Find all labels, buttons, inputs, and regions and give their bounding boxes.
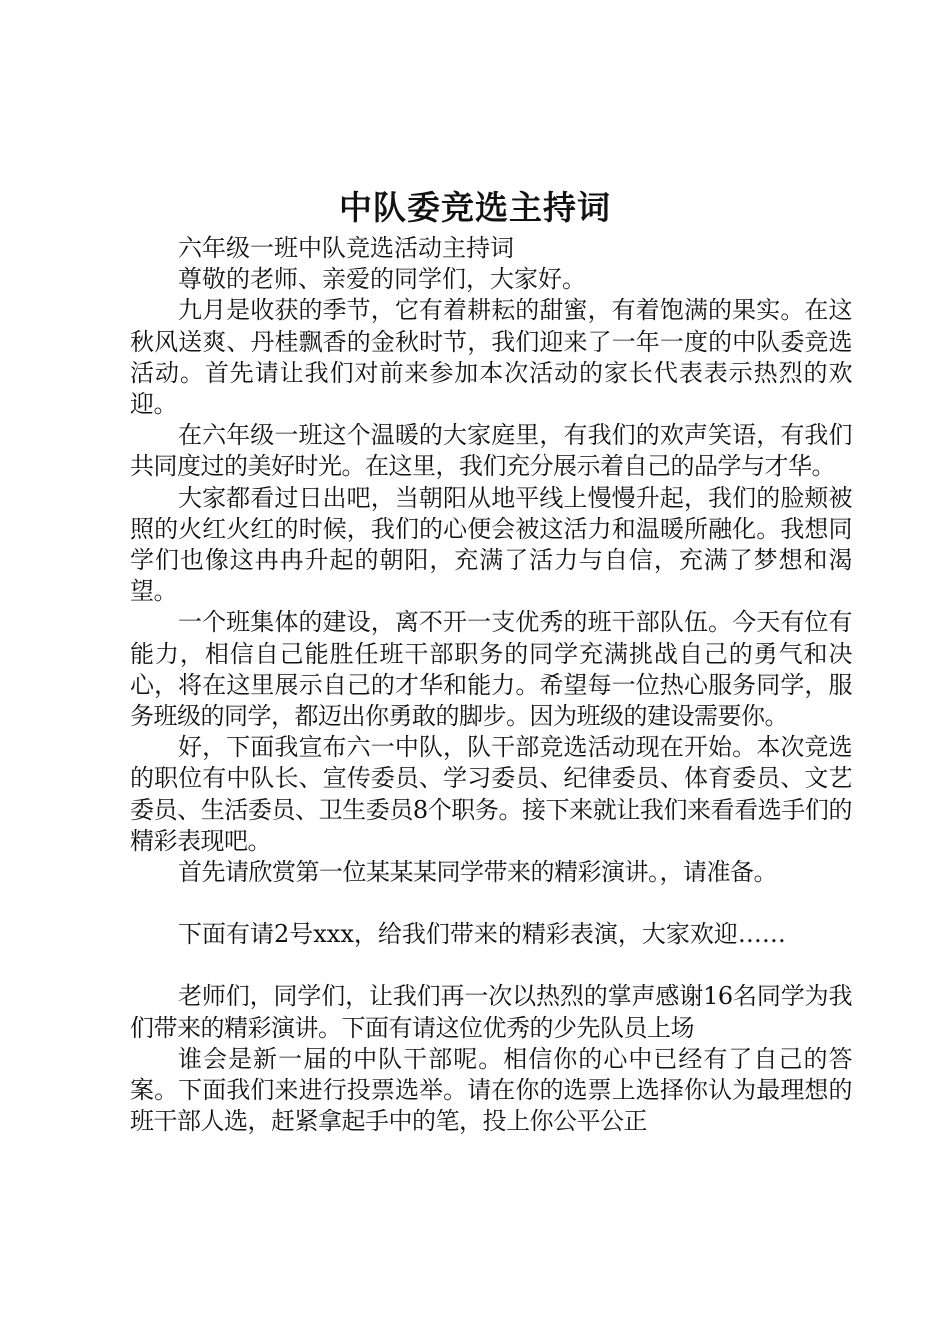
paragraph-class-building: 一个班集体的建设，离不开一支优秀的班干部队伍。今天有位有能力，相信自己能胜任班干部职务的同学充满挑战自己的勇气和决心，将在这里展示自己的才华和能力。希望每一位热心服务同学，服务班级的同学，都迈出你勇敢的脚步。因为班级的建设需要你。 — [130, 608, 852, 731]
blank-line — [130, 888, 852, 919]
paragraph-opening: 九月是收获的季节，它有着耕耘的甜蜜，有着饱满的果实。在这秋风送爽、丹桂飘香的金秋时节，我们迎来了一年一度的中队委竞选活动。首先请让我们对前来参加本次活动的家长代表表示热烈的欢迎。 — [130, 296, 852, 419]
paragraph-first-speaker: 首先请欣赏第一位某某某同学带来的精彩演讲。，请准备。 — [178, 858, 777, 887]
paragraph-class-family: 在六年级一班这个温暖的大家庭里，有我们的欢声笑语，有我们共同度过的美好时光。在这里，我们充分展示着自己的品学与才华。 — [130, 421, 852, 481]
document-body — [130, 233, 852, 1137]
paragraph-second-speaker: 下面有请2号xxx，给我们带来的精彩表演，大家欢迎…… — [178, 920, 786, 949]
paragraph-greeting: 尊敬的老师、亲爱的同学们，大家好。 — [178, 265, 586, 294]
paragraph-voting: 谁会是新一届的中队干部呢。相信你的心中已经有了自己的答案。下面我们来进行投票选举。请在你的选票上选择你认为最理想的班干部人选，赶紧拿起手中的笔，投上你公平公正 — [130, 1044, 852, 1136]
paragraph-subtitle: 六年级一班中队竞选活动主持词 — [178, 234, 514, 262]
blank-line — [130, 950, 852, 981]
paragraph-thanks: 老师们，同学们，让我们再一次以热烈的掌声感谢16名同学为我们带来的精彩演讲。下面有请这位优秀的少先队员上场 — [130, 982, 852, 1042]
document-title: 中队委竞选主持词 — [339, 188, 611, 227]
paragraph-announcement: 好，下面我宣布六一中队，队干部竞选活动现在开始。本次竞选的职位有中队长、宣传委员、学习委员、纪律委员、体育委员、文艺委员、生活委员、卫生委员8个职务。接下来就让我们来看看选手们的精彩表现吧。 — [130, 733, 852, 855]
paragraph-sunrise: 大家都看过日出吧，当朝阳从地平线上慢慢升起，我们的脸颊被照的火红火红的时候，我们的心便会被这活力和温暖所融化。我想同学们也像这冉冉升起的朝阳，充满了活力与自信，充满了梦想和渴望。 — [130, 483, 852, 606]
